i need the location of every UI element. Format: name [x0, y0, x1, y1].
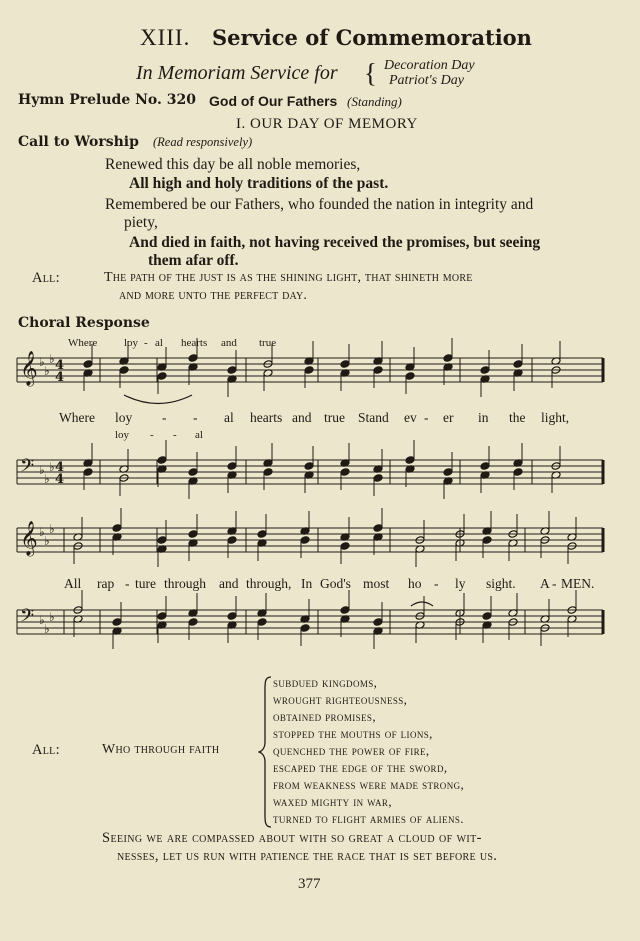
note-head — [300, 624, 310, 633]
all-label: All: — [32, 270, 60, 286]
lyric-syllable: the — [509, 410, 526, 425]
people-line: And died in faith, not having received the promises, but seeing — [129, 234, 541, 251]
faith-item: wrought righteousness, — [273, 692, 408, 707]
time-signature: 4 — [55, 358, 65, 373]
lyric-syllable: and — [221, 337, 237, 349]
lyric-syllable: hearts — [250, 410, 283, 425]
lyric-syllable: al — [195, 429, 203, 441]
note-head — [340, 468, 350, 477]
note-head — [257, 618, 267, 627]
flat-icon: ♭ — [39, 463, 45, 477]
faith-item: subdued kingdoms, — [273, 675, 378, 690]
lyric-syllable: loy — [124, 337, 139, 349]
slur-icon — [124, 395, 192, 404]
note-head — [373, 618, 383, 627]
lyric-syllable: and — [292, 410, 312, 425]
lyric-syllable: MEN. — [561, 576, 595, 591]
sub-option-1: Decoration Day — [384, 58, 475, 73]
part-heading: I. OUR DAY OF MEMORY — [236, 116, 418, 132]
lyric-syllable: most — [363, 576, 390, 591]
note-head — [188, 468, 198, 477]
note-head — [227, 536, 237, 545]
faith-lead: Who through faith — [102, 742, 220, 757]
note-head — [300, 536, 310, 545]
note-head — [373, 474, 383, 483]
lyric-syllable: rap — [97, 576, 115, 591]
flat-icon: ♭ — [39, 613, 45, 627]
flat-icon: ♭ — [44, 364, 50, 378]
note-head — [480, 366, 490, 375]
note-head — [304, 462, 314, 471]
lyric-syllable: - — [552, 576, 557, 591]
lyric-syllable: through — [164, 576, 206, 591]
lyric-syllable: sight. — [486, 576, 516, 591]
lyric-syllable: er — [443, 410, 454, 425]
note-head — [263, 468, 273, 477]
note-head — [227, 366, 237, 375]
note-head — [373, 524, 383, 533]
time-signature: 4 — [55, 370, 65, 385]
all-text-line: The path of the just is as the shining light, that shineth more — [104, 270, 473, 285]
note-head — [157, 372, 167, 381]
note-head — [119, 366, 129, 375]
note-head — [304, 366, 314, 375]
lyric-syllable: - — [162, 410, 167, 425]
leader-line: Renewed this day be all noble memories, — [105, 156, 361, 173]
note-head — [513, 468, 523, 477]
lyric-syllable: hearts — [181, 337, 208, 349]
note-head — [112, 524, 122, 533]
lyric-syllable: - — [173, 429, 177, 441]
bass-clef-icon: 𝄢 — [20, 456, 35, 481]
flat-icon: ♭ — [44, 534, 50, 548]
lyric-syllable: - — [125, 576, 130, 591]
time-signature: 4 — [55, 472, 65, 487]
lyric-syllable: true — [259, 337, 277, 349]
lyric-syllable: loy — [115, 410, 133, 425]
note-head — [227, 462, 237, 471]
note-head — [482, 536, 492, 545]
all-label-2: All: — [32, 742, 60, 758]
leader-line: piety, — [124, 214, 158, 231]
all-text-line: and more unto the perfect day. — [119, 288, 308, 303]
note-head — [188, 354, 198, 363]
note-head — [340, 542, 350, 551]
note-head — [188, 530, 198, 539]
note-head — [405, 456, 415, 465]
faith-item: turned to flight armies of aliens. — [273, 811, 464, 826]
sub-option-2: Patriot's Day — [389, 73, 464, 88]
faith-item: waxed mighty in war, — [273, 794, 392, 809]
note-head — [112, 618, 122, 627]
note-head — [373, 366, 383, 375]
note-head — [443, 468, 453, 477]
flat-icon: ♭ — [44, 472, 50, 486]
faith-item: stopped the mouths of lions, — [273, 726, 433, 741]
section-number: XIII. — [140, 25, 191, 50]
note-head — [340, 360, 350, 369]
lyric-syllable: al — [224, 410, 234, 425]
flat-icon: ♭ — [49, 352, 55, 366]
page-number: 377 — [298, 876, 321, 892]
people-line: them afar off. — [148, 252, 239, 269]
section-title: Service of Commemoration — [212, 25, 532, 50]
lyric-syllable: In — [301, 576, 313, 591]
note-head — [157, 612, 167, 621]
note-head — [157, 456, 167, 465]
lyric-syllable: and — [219, 576, 239, 591]
prelude-title: God of Our Fathers — [209, 93, 338, 109]
lyric-syllable: ly — [455, 576, 466, 591]
people-line: All high and holy traditions of the past. — [129, 175, 389, 192]
lyric-syllable: - — [424, 410, 429, 425]
call-direction: (Read responsively) — [153, 135, 253, 149]
note-head — [83, 360, 93, 369]
lyric-syllable: - — [434, 576, 439, 591]
faith-item: from weakness were made strong, — [273, 777, 465, 792]
prelude-direction: (Standing) — [347, 94, 402, 109]
lyric-syllable: God's — [320, 576, 351, 591]
bass-clef-icon: 𝄢 — [20, 606, 35, 631]
flat-icon: ♭ — [44, 622, 50, 636]
treble-clef-icon: 𝄞 — [20, 521, 38, 556]
lyric-syllable: ture — [135, 576, 156, 591]
prelude-label: Hymn Prelude No. 320 — [18, 92, 196, 108]
note-head — [157, 536, 167, 545]
flat-icon: ♭ — [49, 460, 55, 474]
lyric-syllable: All — [64, 576, 82, 591]
call-label: Call to Worship — [18, 134, 139, 150]
lyric-syllable: in — [478, 410, 489, 425]
faith-item: obtained promises, — [273, 709, 376, 724]
note-head — [340, 606, 350, 615]
large-brace-icon — [258, 676, 274, 828]
note-head — [405, 372, 415, 381]
note-head — [482, 612, 492, 621]
lyric-syllable: Stand — [358, 410, 389, 425]
subtitle: In Memoriam Service for — [136, 62, 338, 84]
note-head — [480, 462, 490, 471]
brace-icon: { — [364, 58, 377, 88]
time-signature: 4 — [55, 460, 65, 475]
note-head — [188, 618, 198, 627]
choral-label: Choral Response — [18, 315, 150, 331]
lyric-syllable: al — [155, 337, 163, 349]
lyric-syllable: Where — [59, 410, 95, 425]
closing-line: nesses, let us run with patience the race that is set before us. — [117, 848, 498, 864]
lyric-syllable: loy — [115, 429, 130, 441]
lyric-syllable: A — [540, 576, 550, 591]
faith-item: quenched the power of fire, — [273, 743, 430, 758]
treble-clef-icon: 𝄞 — [20, 351, 38, 386]
note-head — [513, 360, 523, 369]
lyric-syllable: ho — [408, 576, 422, 591]
flat-icon: ♭ — [49, 522, 55, 536]
lyric-syllable: - — [150, 429, 154, 441]
note-head — [227, 612, 237, 621]
note-head — [257, 530, 267, 539]
lyric-syllable: true — [324, 410, 345, 425]
lyric-syllable: light, — [541, 410, 570, 425]
lyric-syllable: through, — [246, 576, 292, 591]
lyric-syllable: - — [193, 410, 198, 425]
leader-line: Remembered be our Fathers, who founded the nation in integrity and — [105, 196, 534, 213]
flat-icon: ♭ — [39, 525, 45, 539]
faith-item: escaped the edge of the sword, — [273, 760, 448, 775]
flat-icon: ♭ — [39, 355, 45, 369]
lyric-syllable: Where — [68, 337, 98, 349]
lyric-syllable: ev — [404, 410, 417, 425]
note-head — [83, 468, 93, 477]
lyric-syllable: - — [144, 337, 148, 349]
flat-icon: ♭ — [49, 610, 55, 624]
closing-line: Seeing we are compassed about with so great a cloud of wit- — [102, 830, 482, 846]
note-head — [443, 354, 453, 363]
slur-icon — [411, 602, 433, 606]
